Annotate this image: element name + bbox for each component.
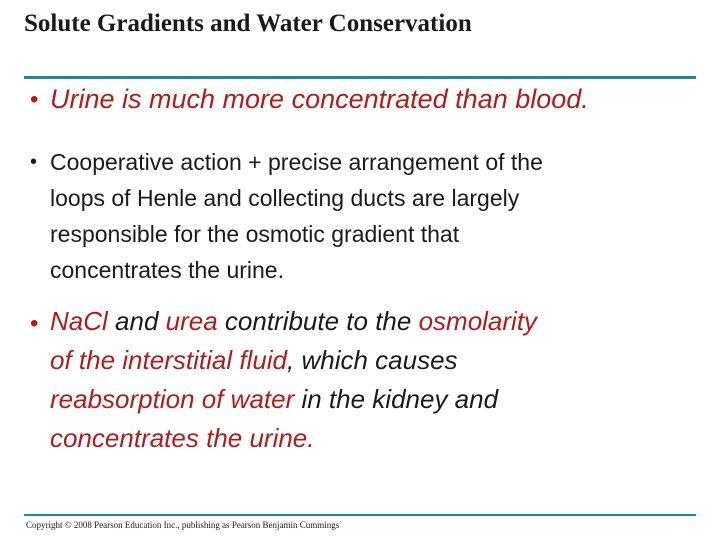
bullet-2-text — [50, 144, 690, 288]
term-reabsorption: reabsorption of water — [50, 384, 295, 414]
bullet-3-text — [50, 302, 690, 458]
bullet-dot: • — [30, 151, 38, 173]
bullet-3-segment: contribute to the — [217, 306, 419, 336]
bullet-3-line — [50, 380, 690, 419]
bullet-3-segment: and — [107, 306, 166, 336]
bullet-dot: • — [30, 86, 39, 113]
bullet-3-segment: , which causes — [287, 345, 458, 375]
term-nacl: NaCl — [50, 306, 108, 336]
slide-title: Solute Gradients and Water Conservation — [24, 10, 472, 37]
bullet-3-segment: in the kidney and — [294, 384, 499, 414]
term-interstitial-fluid: of the interstitial fluid — [50, 345, 288, 375]
bullet-3-line — [50, 302, 690, 341]
bullet-dot: • — [30, 310, 39, 337]
bullet-2-line: loops of Henle and collecting ducts are largely — [50, 185, 520, 211]
copyright-footer: Copyright © 2008 Pearson Education Inc., publishing as Pearson Benjamin Cummings — [26, 520, 340, 530]
footer-divider — [24, 514, 696, 516]
bullet-2-line: responsible for the osmotic gradient that — [50, 221, 460, 247]
bullet-2-line: Cooperative action + precise arrangement of the — [50, 149, 543, 175]
bullet-1-text: Urine is much more concentrated than blood. — [50, 84, 589, 114]
bullet-3-line — [50, 341, 690, 380]
bullet-2-line: concentrates the urine. — [50, 257, 284, 283]
term-osmolarity: osmolarity — [418, 306, 538, 336]
term-concentrates-urine: concentrates the urine. — [50, 423, 315, 453]
title-divider — [24, 76, 696, 79]
term-urea: urea — [165, 306, 218, 336]
bullet-3-line — [50, 419, 690, 458]
